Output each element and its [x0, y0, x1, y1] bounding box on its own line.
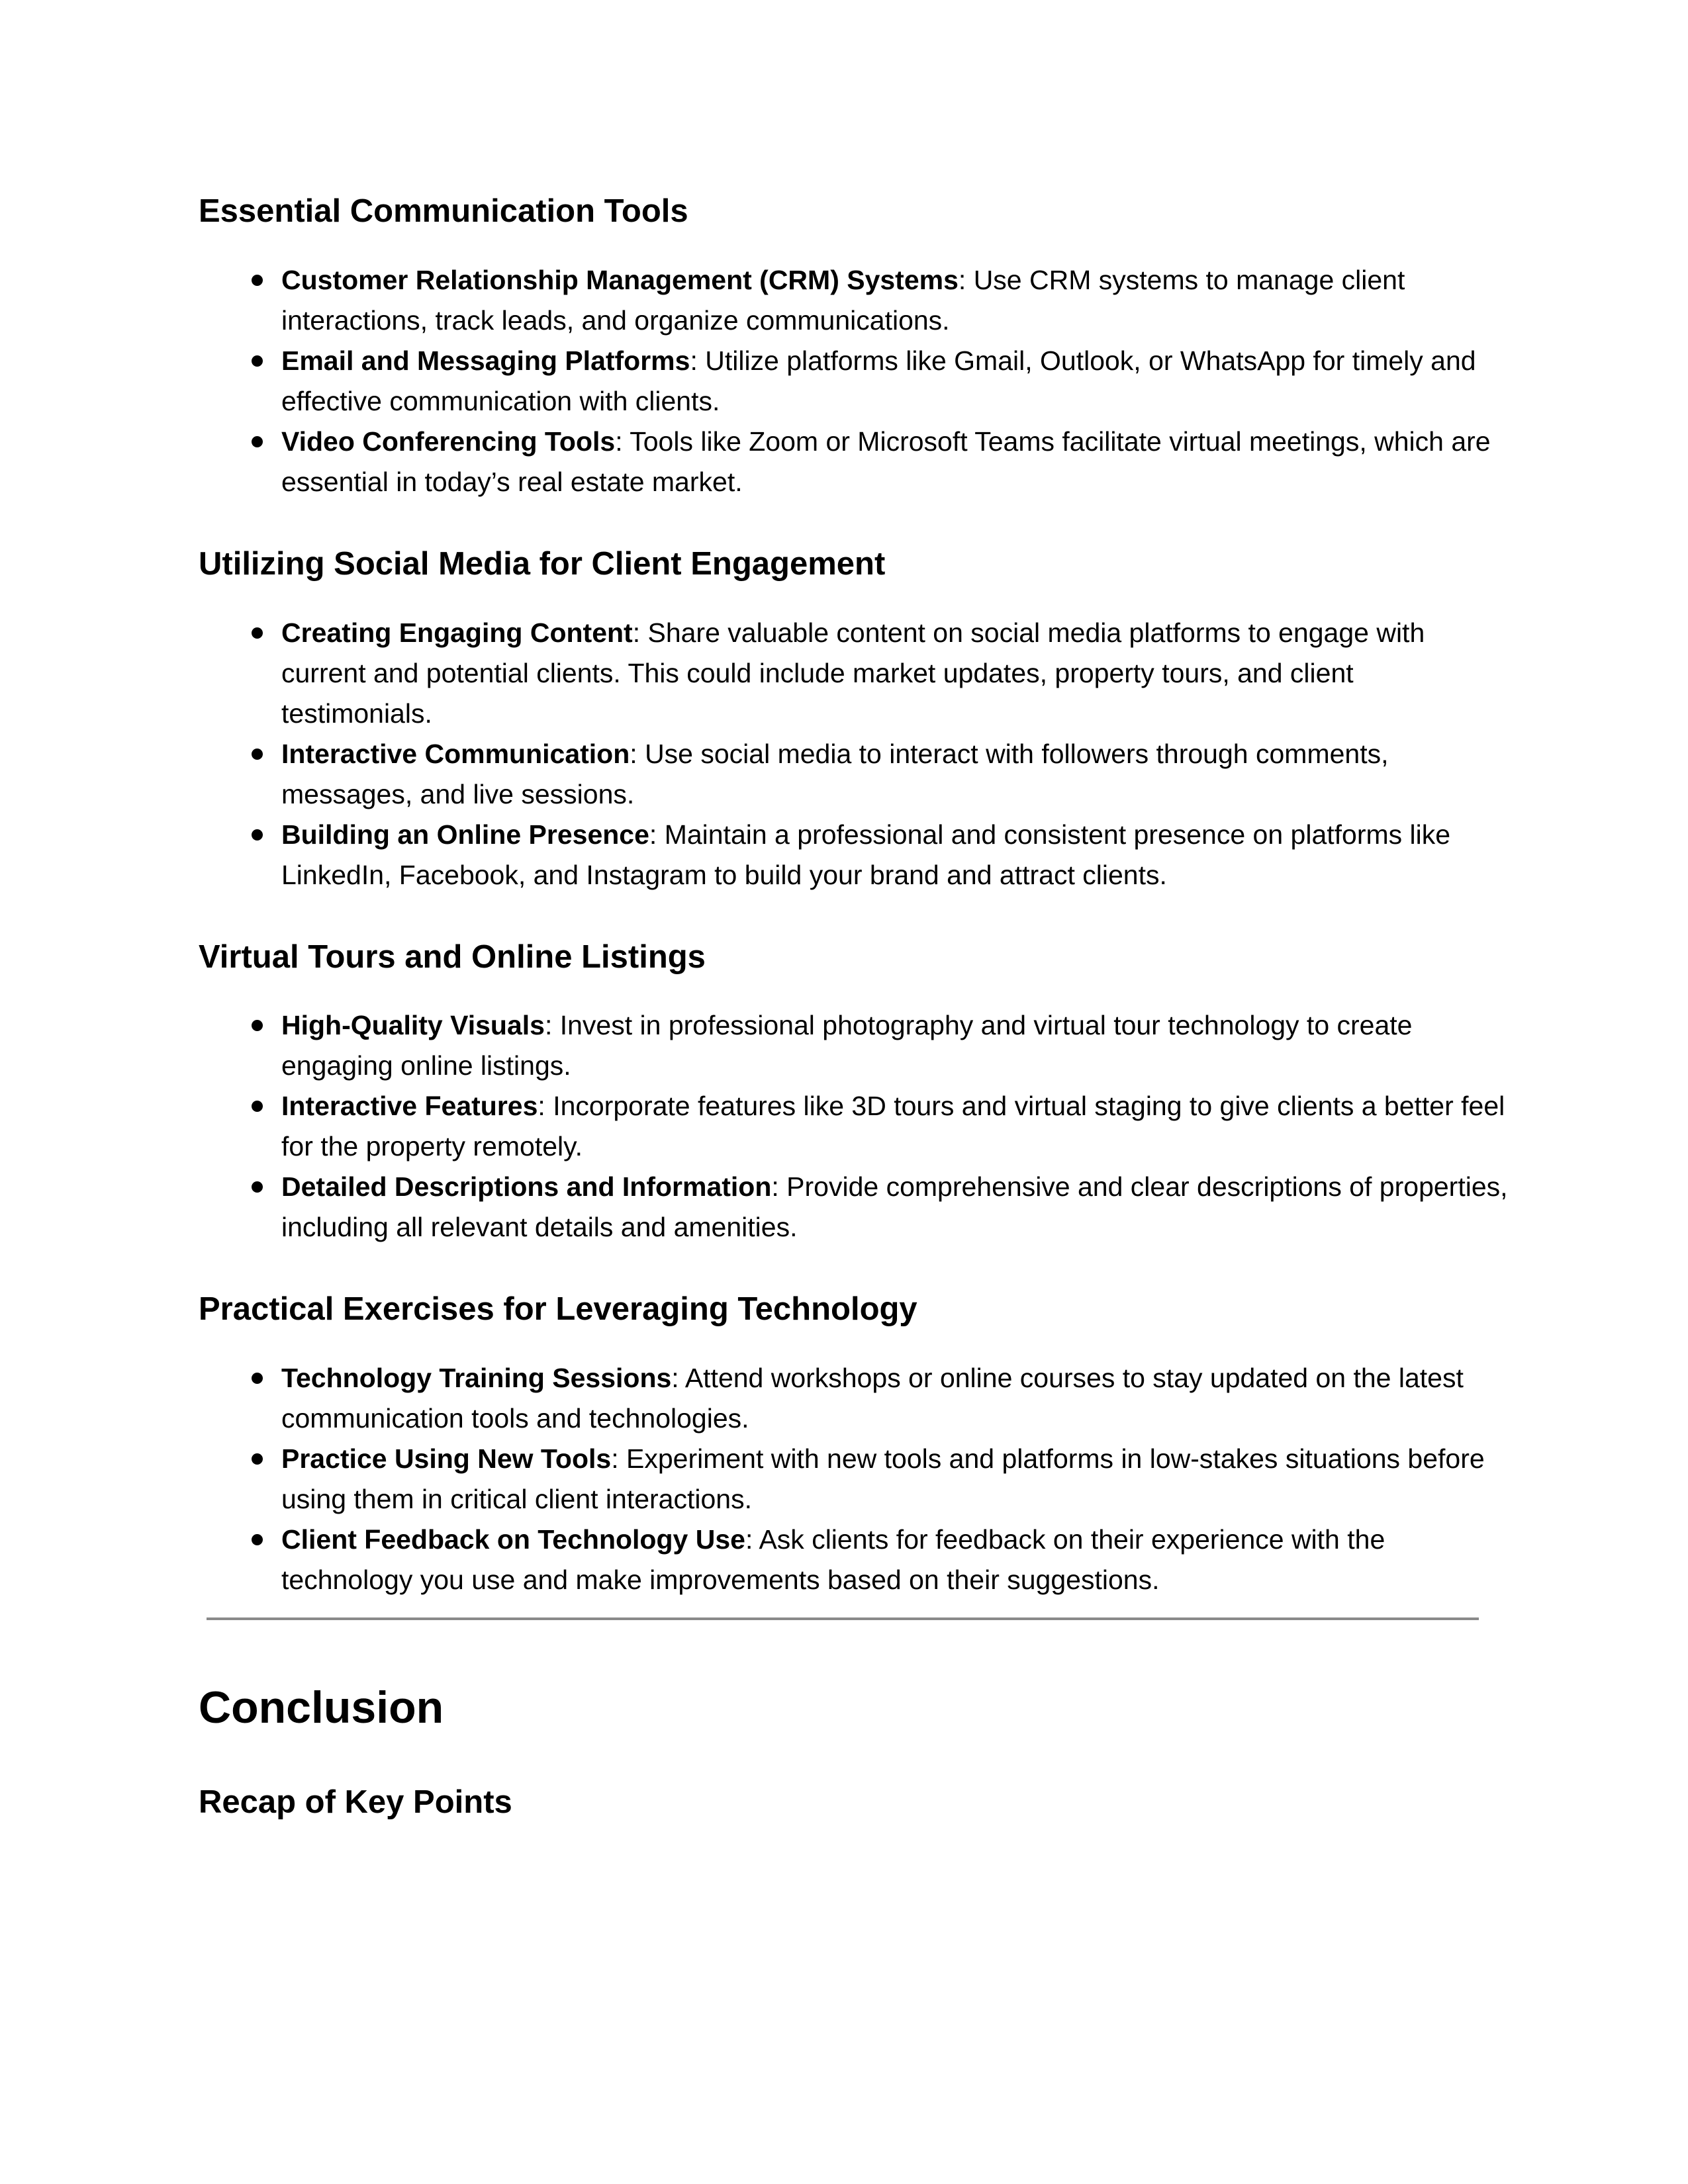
item-term: Video Conferencing Tools	[281, 426, 616, 457]
bullet-icon	[252, 829, 263, 841]
list-item	[199, 422, 1509, 502]
bullet-icon	[252, 627, 263, 639]
bullet-icon	[252, 1181, 263, 1193]
item-term: Customer Relationship Management (CRM) Systems	[281, 264, 959, 295]
list-item	[199, 1005, 1509, 1086]
section-heading: Practical Exercises for Leveraging Technology	[199, 1291, 917, 1328]
horizontal-divider	[207, 1617, 1479, 1620]
section-heading: Essential Communication Tools	[199, 193, 688, 229]
list-item	[199, 734, 1509, 815]
bullet-icon	[252, 436, 263, 447]
item-term: Building an Online Presence	[281, 819, 649, 850]
item-term: Practice Using New Tools	[281, 1443, 612, 1475]
item-text: : Use CRM systems to manage client interactions, track leads, and organize communications.	[281, 264, 1405, 336]
item-text: : Tools like Zoom or Microsoft Teams facilitate virtual meetings, which are essential in today’s real estate market.	[281, 426, 1491, 497]
item-term: High-Quality Visuals	[281, 1010, 545, 1041]
item-text: : Maintain a professional and consistent presence on platforms like LinkedIn, Facebook, and Instagram to build your brand and attract clients.	[281, 819, 1451, 890]
item-text: : Provide comprehensive and clear descriptions of properties, including all relevant details and amenities.	[281, 1171, 1508, 1243]
bullet-list	[199, 1358, 1509, 1600]
list-item	[199, 1520, 1509, 1600]
bullet-icon	[252, 1373, 263, 1384]
item-term: Interactive Communication	[281, 738, 630, 769]
bullet-icon	[252, 749, 263, 760]
item-term: Detailed Descriptions and Information	[281, 1171, 772, 1203]
item-text: : Utilize platforms like Gmail, Outlook, or WhatsApp for timely and effective communication with clients.	[281, 345, 1476, 416]
list-item	[199, 1086, 1509, 1167]
section-heading: Utilizing Social Media for Client Engagement	[199, 545, 886, 582]
bullet-list	[199, 613, 1509, 895]
list-item	[199, 815, 1509, 895]
list-item	[199, 1358, 1509, 1439]
item-text: : Use social media to interact with followers through comments, messages, and live sessions.	[281, 738, 1389, 809]
list-item	[199, 260, 1509, 341]
list-item	[199, 1439, 1509, 1520]
list-item	[199, 1167, 1509, 1248]
bullet-icon	[252, 1101, 263, 1112]
item-term: Client Feedback on Technology Use	[281, 1524, 745, 1555]
bullet-icon	[252, 355, 263, 367]
bullet-icon	[252, 1534, 263, 1545]
item-term: Interactive Features	[281, 1091, 538, 1122]
item-text: : Invest in professional photography and virtual tour technology to create engaging online listings.	[281, 1010, 1413, 1081]
item-text: : Ask clients for feedback on their experience with the technology you use and make improvements based on their suggestions.	[281, 1524, 1385, 1596]
bullet-icon	[252, 1020, 263, 1031]
list-item	[199, 341, 1509, 422]
bullet-icon	[252, 1453, 263, 1465]
item-term: Technology Training Sessions	[281, 1363, 672, 1394]
item-term: Creating Engaging Content	[281, 617, 633, 648]
item-text: : Share valuable content on social media platforms to engage with current and potential clients. This could include market updates, property tours, and client testimonials.	[281, 617, 1425, 729]
bullet-list	[199, 260, 1509, 502]
section-heading: Virtual Tours and Online Listings	[199, 938, 706, 975]
recap-heading: Recap of Key Points	[199, 1784, 512, 1820]
item-term: Email and Messaging Platforms	[281, 345, 690, 376]
list-item	[199, 613, 1509, 734]
document-page	[199, 192, 1509, 1822]
bullet-list	[199, 1005, 1509, 1248]
item-text: : Experiment with new tools and platforms in low-stakes situations before using them in critical client interactions.	[281, 1443, 1485, 1515]
conclusion-title: Conclusion	[199, 1682, 444, 1733]
bullet-icon	[252, 275, 263, 286]
item-text: : Attend workshops or online courses to stay updated on the latest communication tools and technologies.	[281, 1363, 1464, 1434]
item-text: : Incorporate features like 3D tours and virtual staging to give clients a better feel for the property remotely.	[281, 1091, 1505, 1162]
